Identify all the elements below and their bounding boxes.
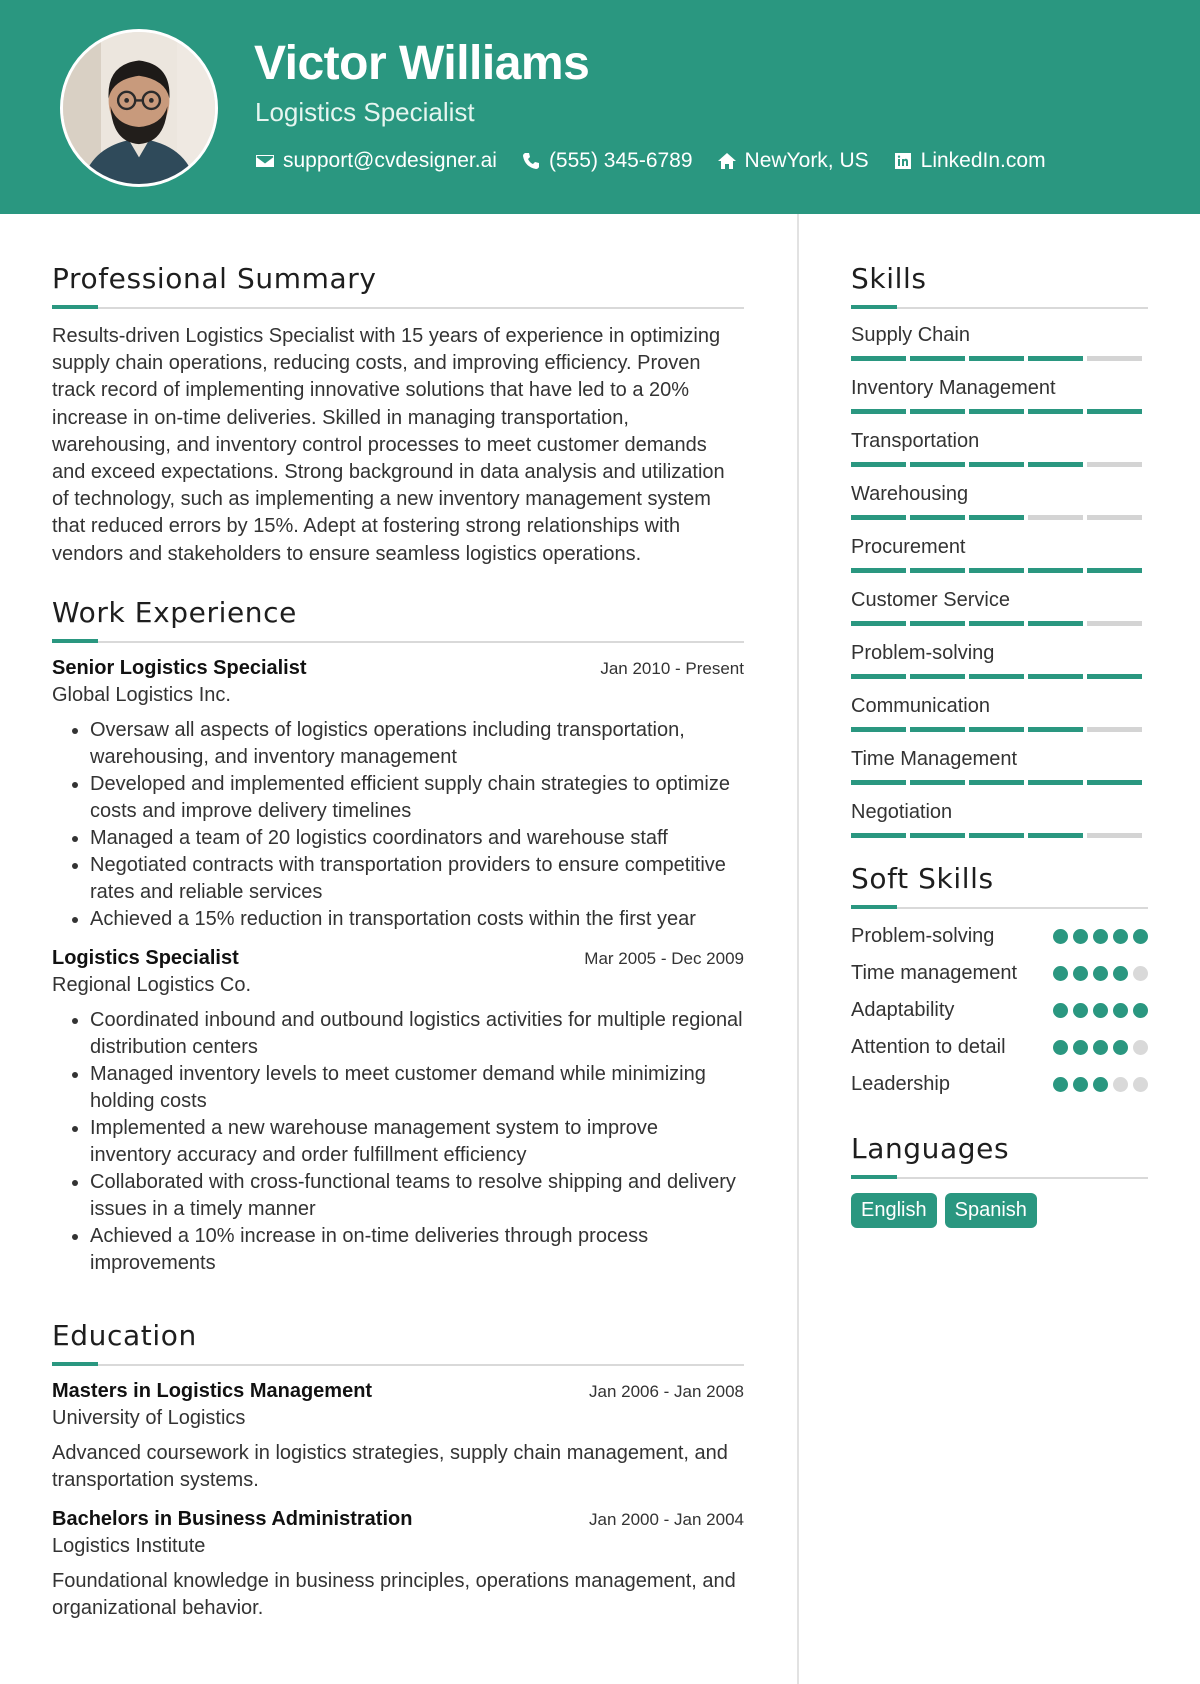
degree-title: Masters in Logistics Management — [52, 1379, 373, 1402]
education-desc: Advanced coursework in logistics strategies, supply chain management, and transportation systems. — [52, 1441, 728, 1492]
skill-level-segment — [969, 674, 1024, 679]
language-tag: English — [851, 1193, 937, 1228]
home-icon — [717, 151, 737, 171]
school-name: University of Logistics — [52, 1406, 246, 1429]
skills-section — [851, 262, 1148, 838]
skill-level-segment — [1087, 833, 1142, 838]
skill-row — [851, 376, 1148, 414]
skill-row — [851, 482, 1148, 520]
section-rule — [851, 1175, 1148, 1179]
soft-skill-rating — [1048, 966, 1148, 987]
soft-skills-list — [851, 923, 1148, 1098]
language-tags — [851, 1193, 1148, 1228]
soft-skill-rating — [1048, 929, 1148, 950]
linkedin-icon — [893, 151, 913, 171]
contact-email[interactable] — [255, 149, 497, 173]
skill-level-segment — [910, 621, 965, 626]
skill-level-segment — [1028, 727, 1083, 732]
skill-level-segment — [969, 356, 1024, 361]
rating-dot — [1053, 1040, 1068, 1055]
summary-section — [52, 262, 744, 568]
skill-level-segment — [851, 409, 906, 414]
education-desc: Foundational knowledge in business principles, operations management, and organizational behavior. — [52, 1570, 736, 1620]
contact-location-text: NewYork, US — [744, 149, 869, 172]
skill-level-segment — [851, 780, 906, 785]
soft-skill-rating — [1048, 1077, 1148, 1098]
soft-skill-row — [851, 1034, 1148, 1061]
soft-skill-row — [851, 923, 1148, 950]
job-bullet: • Collaborated with cross-functional teams to resolve shipping and delivery issues in a timely manner — [90, 1169, 744, 1223]
skill-level-segment — [1028, 462, 1083, 467]
skill-row — [851, 323, 1148, 361]
skill-level-segment — [969, 515, 1024, 520]
skill-row — [851, 429, 1148, 467]
skill-level-segment — [1028, 356, 1083, 361]
skill-level-segment — [969, 462, 1024, 467]
job-entry — [52, 947, 744, 1277]
experience-section — [52, 596, 744, 1277]
contact-linkedin[interactable] — [893, 149, 1046, 173]
skill-name: Inventory Management — [851, 377, 1056, 399]
skill-level-segment — [1028, 780, 1083, 785]
main-column — [52, 262, 744, 1623]
skill-level-segment — [910, 409, 965, 414]
skill-level-bars — [851, 515, 1148, 520]
skill-name: Negotiation — [851, 801, 953, 823]
skill-level-segment — [1028, 568, 1083, 573]
soft-skill-name: Problem-solving — [851, 925, 995, 947]
rating-dot — [1133, 1077, 1148, 1092]
skill-level-segment — [851, 674, 906, 679]
soft-skill-rating — [1048, 1003, 1148, 1024]
rating-dot — [1073, 1077, 1088, 1092]
skill-level-segment — [969, 409, 1024, 414]
job-bullets — [52, 1007, 744, 1277]
skill-level-segment — [851, 356, 906, 361]
skill-level-segment — [1087, 621, 1142, 626]
skill-level-segment — [851, 833, 906, 838]
rating-dot — [1133, 1003, 1148, 1018]
rating-dot — [1053, 966, 1068, 981]
candidate-name: Victor Williams — [254, 37, 590, 90]
skill-name: Problem-solving — [851, 642, 995, 664]
rating-dot — [1073, 1003, 1088, 1018]
skill-level-bars — [851, 780, 1148, 785]
skill-level-segment — [910, 462, 965, 467]
skill-row — [851, 535, 1148, 573]
skill-level-bars — [851, 409, 1148, 414]
skill-name: Warehousing — [851, 483, 969, 505]
contact-linkedin-text: LinkedIn.com — [920, 149, 1046, 172]
job-bullet: • Developed and implemented efficient supply chain strategies to optimize costs and improve delivery timelines — [90, 771, 744, 825]
email-icon — [255, 151, 275, 171]
skill-level-segment — [969, 727, 1024, 732]
avatar — [60, 29, 218, 187]
language-tag: Spanish — [945, 1193, 1037, 1228]
skill-level-segment — [910, 568, 965, 573]
soft-skill-name: Adaptability — [851, 999, 955, 1021]
skill-level-segment — [969, 780, 1024, 785]
rating-dot — [1113, 1003, 1128, 1018]
rating-dot — [1053, 1077, 1068, 1092]
education-entry — [52, 1508, 744, 1622]
rating-dot — [1093, 1040, 1108, 1055]
soft-skills-section — [851, 862, 1148, 1098]
skill-level-segment — [969, 833, 1024, 838]
skill-name: Transportation — [851, 430, 980, 452]
education-entry — [52, 1380, 744, 1494]
soft-skill-rating — [1048, 1040, 1148, 1061]
skill-level-segment — [1087, 727, 1142, 732]
skill-level-bars — [851, 621, 1148, 626]
section-rule — [52, 639, 744, 643]
rating-dot — [1133, 966, 1148, 981]
job-bullet: • Achieved a 10% increase in on-time deliveries through process improvements — [90, 1223, 744, 1277]
profile-photo — [63, 32, 215, 184]
rating-dot — [1073, 1040, 1088, 1055]
languages-section — [851, 1132, 1148, 1228]
job-bullet: • Coordinated inbound and outbound logistics activities for multiple regional distribution centers — [90, 1007, 744, 1061]
skill-row — [851, 800, 1148, 838]
column-divider — [797, 214, 799, 1684]
contact-phone-text: (555) 345-6789 — [548, 149, 693, 172]
job-bullet: • Managed inventory levels to meet customer demand while minimizing holding costs — [90, 1061, 744, 1115]
soft-skill-row — [851, 997, 1148, 1024]
skill-row — [851, 588, 1148, 626]
job-bullet: • Negotiated contracts with transportation providers to ensure competitive rates and reliable services — [90, 852, 744, 906]
skill-name: Time Management — [851, 748, 1017, 770]
rating-dot — [1113, 966, 1128, 981]
rating-dot — [1113, 1040, 1128, 1055]
skill-level-segment — [910, 515, 965, 520]
summary-text: Results-driven Logistics Specialist with 15 years of experience in optimizing supply chain operations, reducing costs, and improving efficiency. Proven track record of implementing innovative solutions that have led to a 20% increase in on-time deliveries. Skilled in managing transportation, warehousing, and inventory control processes to meet customer demands and exceed expectations. Strong background in data analysis and utilization of technology, such as implementing a new inventory management system that reduced errors by 15%. Adept at fostering strong relationships with vendors and stakeholders to ensure seamless logistics operations. — [52, 325, 725, 565]
skill-level-segment — [910, 780, 965, 785]
section-rule — [851, 305, 1148, 309]
skill-level-bars — [851, 833, 1148, 838]
job-entry — [52, 657, 744, 933]
soft-skill-row — [851, 1071, 1148, 1098]
rating-dot — [1073, 929, 1088, 944]
soft-skill-name: Attention to detail — [851, 1036, 1006, 1058]
skill-name: Procurement — [851, 536, 966, 558]
skill-level-segment — [1087, 568, 1142, 573]
rating-dot — [1093, 966, 1108, 981]
soft-skill-name: Time management — [851, 962, 1017, 984]
skill-level-segment — [910, 833, 965, 838]
skill-level-segment — [1028, 409, 1083, 414]
soft-skill-name: Leadership — [851, 1073, 950, 1095]
skill-name: Customer Service — [851, 589, 1010, 611]
skill-level-bars — [851, 674, 1148, 679]
skill-level-segment — [969, 621, 1024, 626]
education-dates: Jan 2006 - Jan 2008 — [588, 1381, 744, 1401]
section-rule — [52, 1362, 744, 1366]
school-name: Logistics Institute — [52, 1535, 206, 1558]
rating-dot — [1073, 966, 1088, 981]
skills-list — [851, 323, 1148, 838]
job-company: Regional Logistics Co. — [52, 973, 251, 996]
languages-heading: Languages — [851, 1132, 1010, 1165]
skill-level-bars — [851, 727, 1148, 732]
rating-dot — [1093, 1077, 1108, 1092]
skill-level-segment — [910, 727, 965, 732]
job-title: Senior Logistics Specialist — [52, 656, 307, 679]
skill-name: Supply Chain — [851, 324, 970, 346]
experience-heading: Work Experience — [52, 595, 297, 629]
skill-level-segment — [1087, 409, 1142, 414]
job-bullet: • Achieved a 15% reduction in transportation costs within the first year — [90, 906, 744, 933]
skill-level-segment — [851, 462, 906, 467]
skill-level-segment — [851, 621, 906, 626]
skill-level-segment — [851, 727, 906, 732]
skill-level-segment — [1087, 515, 1142, 520]
soft-skill-row — [851, 960, 1148, 987]
job-dates: Mar 2005 - Dec 2009 — [584, 948, 744, 968]
rating-dot — [1113, 1077, 1128, 1092]
job-bullets — [52, 717, 744, 933]
skill-level-segment — [910, 356, 965, 361]
side-column — [851, 262, 1148, 1228]
skills-heading: Skills — [851, 262, 927, 295]
candidate-title: Logistics Specialist — [255, 97, 475, 127]
rating-dot — [1093, 1003, 1108, 1018]
skill-level-segment — [851, 568, 906, 573]
skill-level-segment — [1087, 462, 1142, 467]
section-rule — [52, 305, 744, 309]
skill-level-segment — [969, 568, 1024, 573]
rating-dot — [1133, 1040, 1148, 1055]
rating-dot — [1053, 929, 1068, 944]
job-company: Global Logistics Inc. — [52, 683, 231, 706]
contact-location — [717, 149, 869, 173]
rating-dot — [1133, 929, 1148, 944]
skill-level-segment — [1028, 621, 1083, 626]
rating-dot — [1093, 929, 1108, 944]
skill-row — [851, 694, 1148, 732]
section-rule — [851, 905, 1148, 909]
soft-skills-heading: Soft Skills — [851, 862, 994, 895]
rating-dot — [1053, 1003, 1068, 1018]
job-bullet: • Implemented a new warehouse management system to improve inventory accuracy and order fulfillment efficiency — [90, 1115, 744, 1169]
skill-level-bars — [851, 356, 1148, 361]
education-dates: Jan 2000 - Jan 2004 — [588, 1510, 744, 1530]
contact-list — [255, 146, 1070, 176]
skill-level-bars — [851, 568, 1148, 573]
skill-row — [851, 641, 1148, 679]
education-section — [52, 1319, 744, 1623]
skill-level-segment — [910, 674, 965, 679]
job-bullet: • Managed a team of 20 logistics coordinators and warehouse staff — [90, 825, 744, 852]
job-dates: Jan 2010 - Present — [600, 658, 744, 678]
contact-phone[interactable] — [521, 149, 693, 173]
summary-heading: Professional Summary — [52, 262, 377, 295]
skill-name: Communication — [851, 695, 990, 717]
skill-level-segment — [851, 515, 906, 520]
skill-level-segment — [1028, 515, 1083, 520]
phone-icon — [521, 151, 541, 171]
skill-level-segment — [1028, 833, 1083, 838]
skill-level-segment — [1087, 356, 1142, 361]
rating-dot — [1113, 929, 1128, 944]
education-heading: Education — [52, 1318, 197, 1352]
job-title: Logistics Specialist — [52, 946, 239, 969]
job-bullet: • Oversaw all aspects of logistics operations including transportation, warehousing, and inventory management — [90, 717, 744, 771]
skill-level-bars — [851, 462, 1148, 467]
resume-header — [0, 0, 1200, 214]
skill-row — [851, 747, 1148, 785]
skill-level-segment — [1087, 780, 1142, 785]
skill-level-segment — [1028, 674, 1083, 679]
degree-title: Bachelors in Business Administration — [52, 1508, 413, 1531]
skill-level-segment — [1087, 674, 1142, 679]
contact-email-text: support@cvdesigner.ai — [283, 149, 497, 172]
